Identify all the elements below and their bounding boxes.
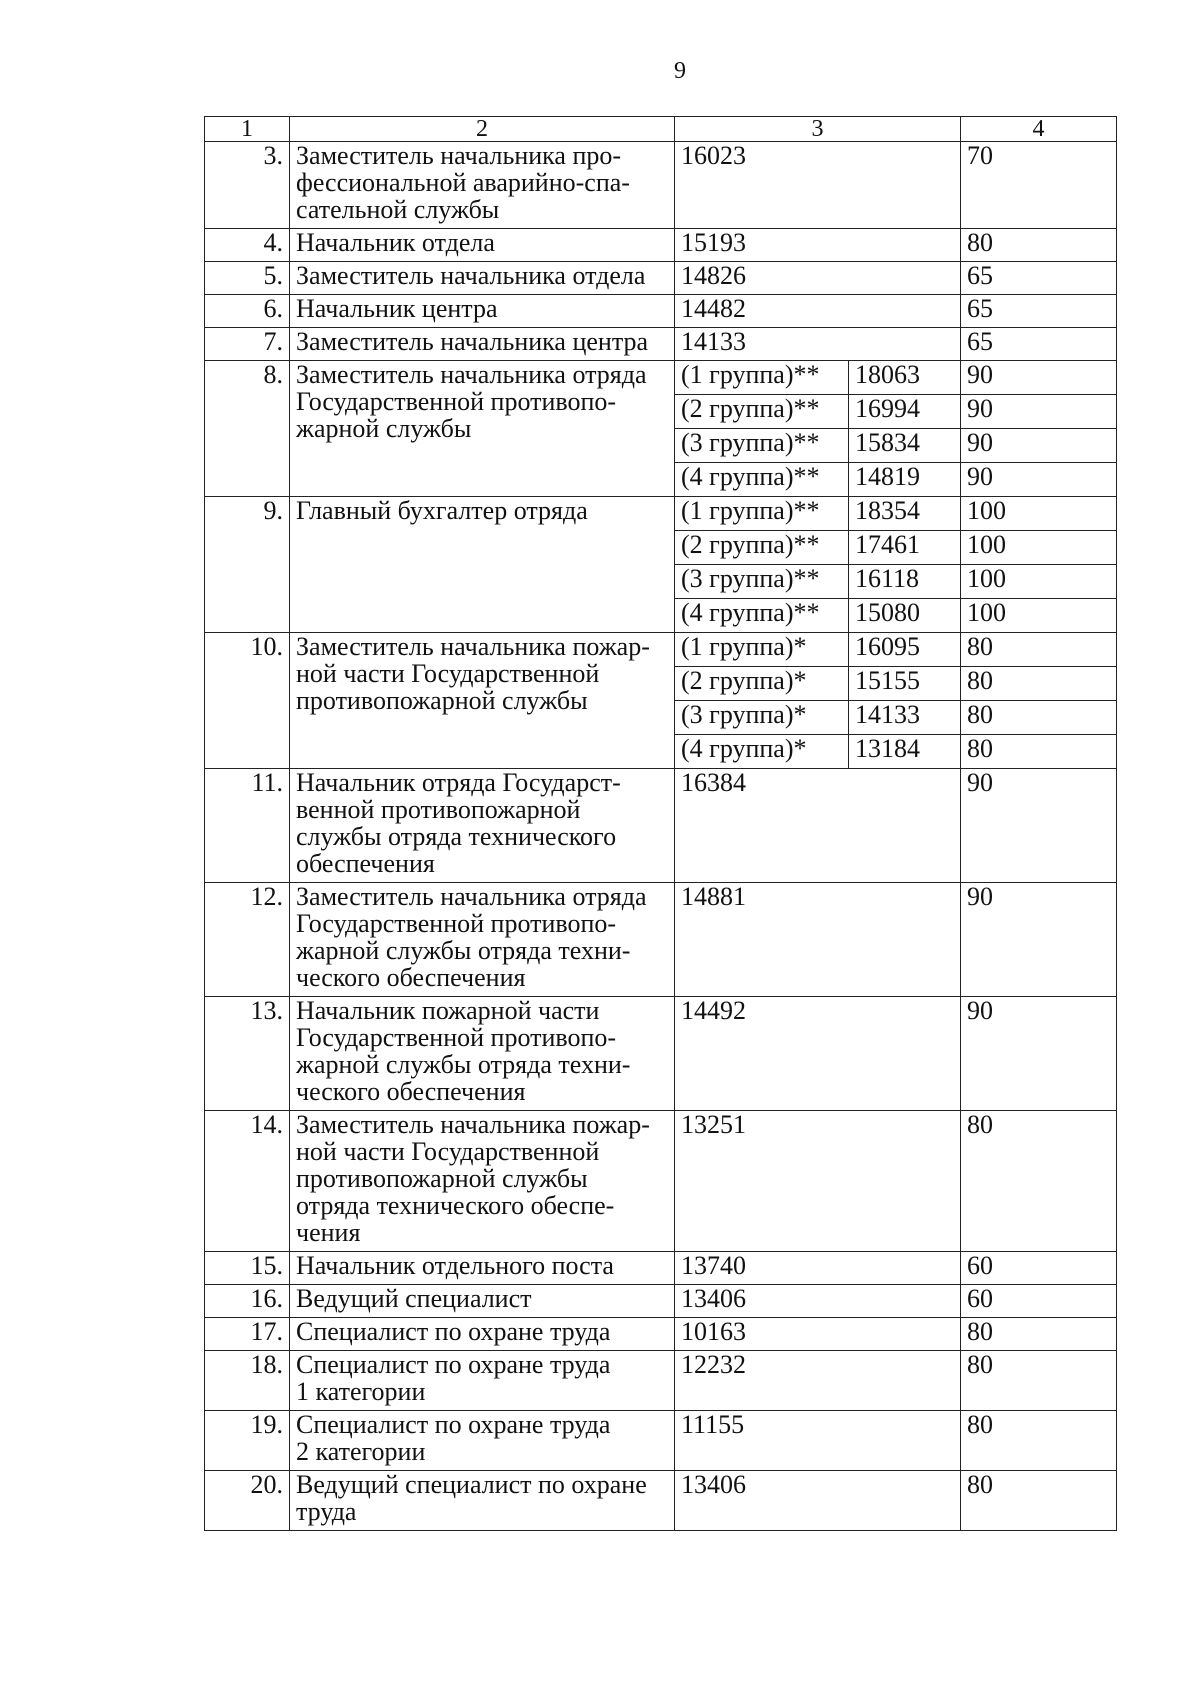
group-label: (4 группа)**	[675, 599, 849, 633]
header-col-2: 2	[290, 117, 675, 142]
group-label: (1 группа)**	[675, 361, 849, 395]
salary-value: 12232	[675, 1351, 961, 1411]
row-number: 5.	[205, 262, 290, 295]
percent-value: 80	[961, 1471, 1117, 1531]
position-name: Начальник отдела	[290, 229, 675, 262]
group-label: (2 группа)**	[675, 395, 849, 429]
row-number: 14.	[205, 1111, 290, 1252]
percent-value: 90	[961, 997, 1117, 1111]
header-row	[205, 117, 1117, 142]
salary-value: 13406	[675, 1285, 961, 1318]
row-number: 16.	[205, 1285, 290, 1318]
salary-value: 16095	[849, 633, 961, 667]
table-row	[205, 262, 1117, 295]
salary-value: 14881	[675, 883, 961, 997]
salary-value: 16023	[675, 142, 961, 229]
percent-value: 100	[961, 531, 1117, 565]
group-label: (4 группа)**	[675, 463, 849, 497]
table-row	[205, 229, 1117, 262]
table-row	[205, 361, 1117, 395]
percent-value: 65	[961, 262, 1117, 295]
row-number: 15.	[205, 1252, 290, 1285]
group-label: (3 группа)**	[675, 429, 849, 463]
percent-value: 60	[961, 1252, 1117, 1285]
position-name: Заместитель начальника пожар- ной части Государственной противопожарной службы отряда технического обеспе- чения	[290, 1111, 675, 1252]
percent-value: 100	[961, 599, 1117, 633]
table-row	[205, 997, 1117, 1111]
page-number: 9	[674, 58, 686, 84]
salary-value: 13251	[675, 1111, 961, 1252]
group-label: (2 группа)**	[675, 531, 849, 565]
salary-table-body	[205, 117, 1117, 1531]
position-name: Специалист по охране труда	[290, 1318, 675, 1351]
percent-value: 90	[961, 395, 1117, 429]
table-row	[205, 1111, 1117, 1252]
row-number: 17.	[205, 1318, 290, 1351]
table-row	[205, 1471, 1117, 1531]
group-label: (1 группа)*	[675, 633, 849, 667]
table-row	[205, 883, 1117, 997]
percent-value: 90	[961, 769, 1117, 883]
percent-value: 90	[961, 463, 1117, 497]
row-number: 20.	[205, 1471, 290, 1531]
salary-value: 14133	[675, 328, 961, 361]
percent-value: 100	[961, 565, 1117, 599]
row-number: 6.	[205, 295, 290, 328]
position-name: Заместитель начальника отряда Государственной противопо- жарной службы отряда техни- ческого обеспечения	[290, 883, 675, 997]
position-name: Ведущий специалист	[290, 1285, 675, 1318]
row-number: 8.	[205, 361, 290, 497]
percent-value: 90	[961, 883, 1117, 997]
percent-value: 60	[961, 1285, 1117, 1318]
group-label: (3 группа)**	[675, 565, 849, 599]
position-name: Заместитель начальника центра	[290, 328, 675, 361]
salary-value: 14819	[849, 463, 961, 497]
table-row	[205, 769, 1117, 883]
header-col-3: 3	[675, 117, 961, 142]
position-name: Главный бухгалтер отряда	[290, 497, 675, 633]
percent-value: 80	[961, 701, 1117, 735]
row-number: 12.	[205, 883, 290, 997]
row-number: 7.	[205, 328, 290, 361]
salary-value: 15080	[849, 599, 961, 633]
position-name: Начальник отдельного поста	[290, 1252, 675, 1285]
salary-value: 16994	[849, 395, 961, 429]
salary-value: 14133	[849, 701, 961, 735]
salary-value: 10163	[675, 1318, 961, 1351]
table-row	[205, 1252, 1117, 1285]
position-name: Заместитель начальника пожар- ной части Государственной противопожарной службы	[290, 633, 675, 769]
percent-value: 70	[961, 142, 1117, 229]
position-name: Специалист по охране труда 2 категории	[290, 1411, 675, 1471]
percent-value: 65	[961, 328, 1117, 361]
percent-value: 80	[961, 229, 1117, 262]
percent-value: 90	[961, 361, 1117, 395]
group-label: (1 группа)**	[675, 497, 849, 531]
salary-value: 13740	[675, 1252, 961, 1285]
table-row	[205, 633, 1117, 667]
percent-value: 80	[961, 1318, 1117, 1351]
salary-value: 14826	[675, 262, 961, 295]
row-number: 10.	[205, 633, 290, 769]
salary-value: 18063	[849, 361, 961, 395]
salary-value: 17461	[849, 531, 961, 565]
position-name: Специалист по охране труда 1 категории	[290, 1351, 675, 1411]
table-row	[205, 328, 1117, 361]
salary-value: 16118	[849, 565, 961, 599]
percent-value: 80	[961, 735, 1117, 769]
percent-value: 80	[961, 667, 1117, 701]
position-name: Начальник центра	[290, 295, 675, 328]
row-number: 18.	[205, 1351, 290, 1411]
header-col-1: 1	[205, 117, 290, 142]
position-name: Начальник пожарной части Государственной противопо- жарной службы отряда техни- ческого обеспечения	[290, 997, 675, 1111]
group-label: (3 группа)*	[675, 701, 849, 735]
position-name: Заместитель начальника про- фессиональной аварийно-спа- сательной службы	[290, 142, 675, 229]
row-number: 19.	[205, 1411, 290, 1471]
table-row	[205, 1285, 1117, 1318]
salary-value: 11155	[675, 1411, 961, 1471]
position-name: Заместитель начальника отдела	[290, 262, 675, 295]
salary-value: 14492	[675, 997, 961, 1111]
salary-value: 13184	[849, 735, 961, 769]
group-label: (2 группа)*	[675, 667, 849, 701]
salary-value: 15155	[849, 667, 961, 701]
table-row	[205, 142, 1117, 229]
salary-value: 15193	[675, 229, 961, 262]
percent-value: 65	[961, 295, 1117, 328]
salary-value: 13406	[675, 1471, 961, 1531]
salary-value: 15834	[849, 429, 961, 463]
table-row	[205, 497, 1117, 531]
table-row	[205, 1318, 1117, 1351]
table-row	[205, 1411, 1117, 1471]
salary-value: 16384	[675, 769, 961, 883]
table-row	[205, 1351, 1117, 1411]
salary-value: 14482	[675, 295, 961, 328]
row-number: 3.	[205, 142, 290, 229]
percent-value: 80	[961, 1411, 1117, 1471]
percent-value: 90	[961, 429, 1117, 463]
header-col-4: 4	[961, 117, 1117, 142]
percent-value: 80	[961, 1351, 1117, 1411]
percent-value: 100	[961, 497, 1117, 531]
row-number: 11.	[205, 769, 290, 883]
salary-value: 18354	[849, 497, 961, 531]
position-name: Ведущий специалист по охране труда	[290, 1471, 675, 1531]
position-name: Начальник отряда Государст- венной противопожарной службы отряда технического обеспечения	[290, 769, 675, 883]
row-number: 13.	[205, 997, 290, 1111]
salary-table	[204, 116, 1117, 1531]
row-number: 4.	[205, 229, 290, 262]
row-number: 9.	[205, 497, 290, 633]
table-row	[205, 295, 1117, 328]
percent-value: 80	[961, 1111, 1117, 1252]
position-name: Заместитель начальника отряда Государственной противопо- жарной службы	[290, 361, 675, 497]
percent-value: 80	[961, 633, 1117, 667]
group-label: (4 группа)*	[675, 735, 849, 769]
